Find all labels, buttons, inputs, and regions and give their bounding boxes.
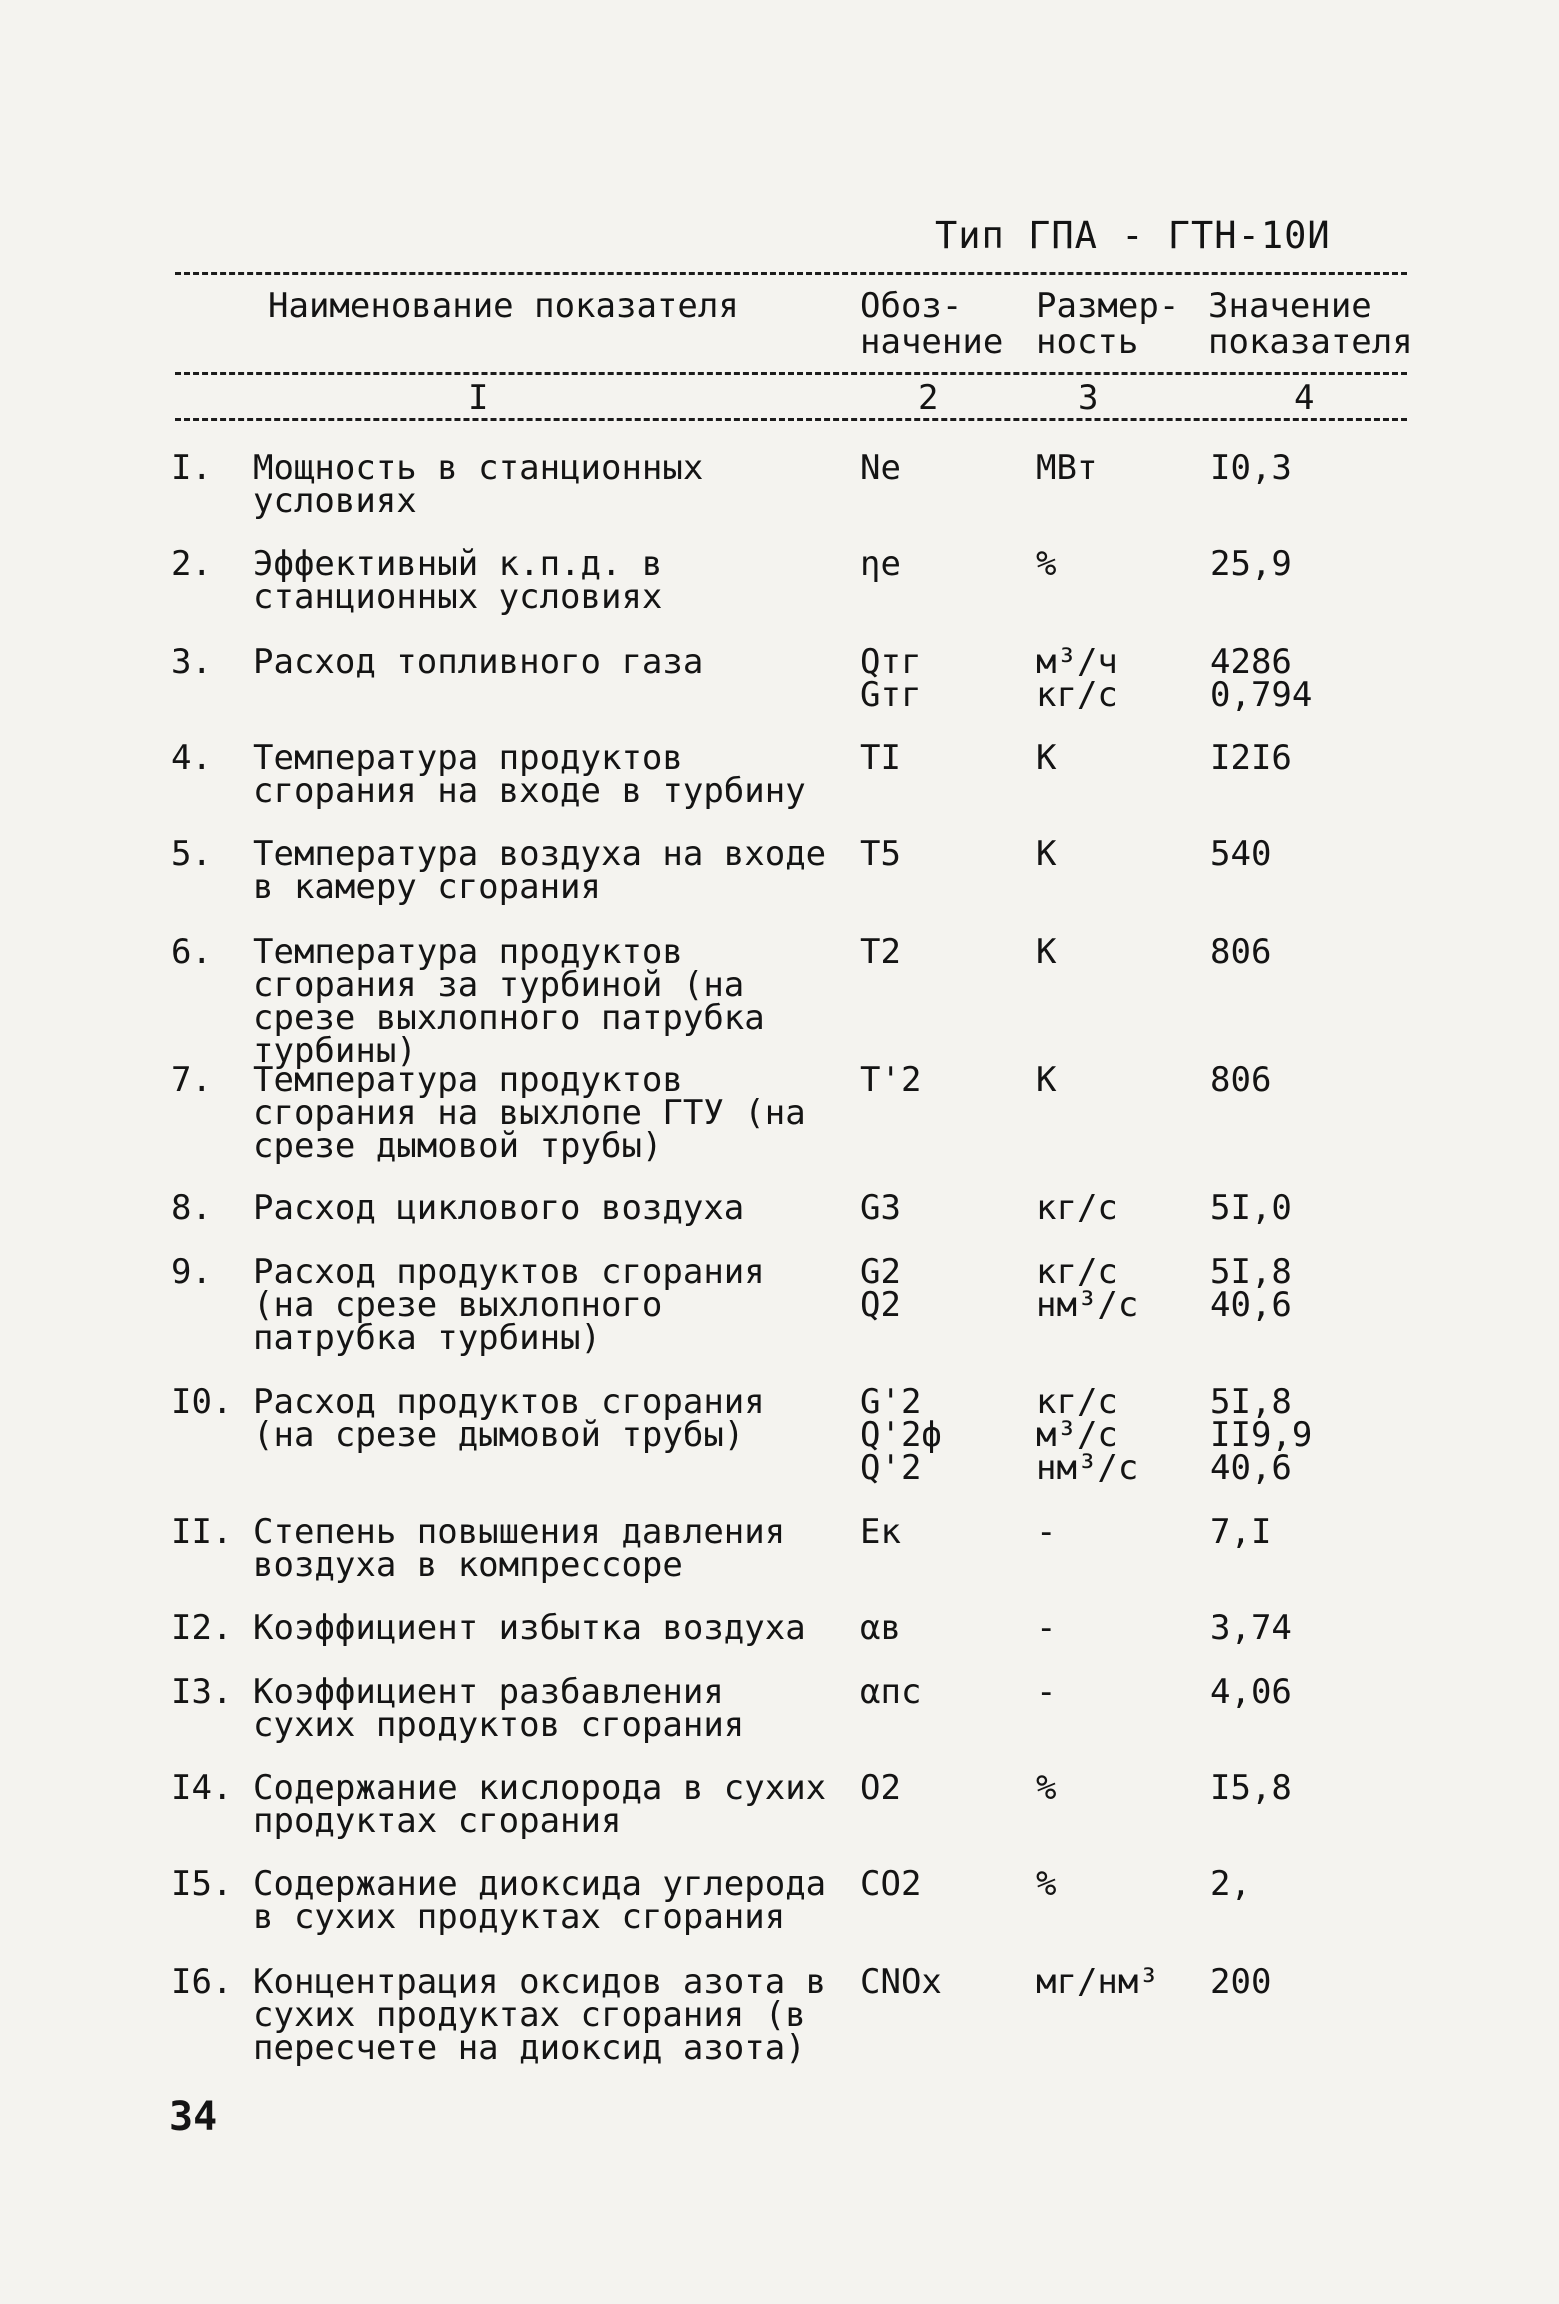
- indicator-symbol: αв: [860, 1608, 901, 1648]
- indicator-symbol-cell: [860, 1672, 1010, 1712]
- indicator-unit: кг/с: [1036, 1382, 1118, 1422]
- indicator-name: Содержание диоксида углерода в сухих продуктах сгорания: [253, 1864, 827, 1937]
- indicator-unit: %: [1036, 544, 1057, 584]
- row-number: I3.: [171, 1672, 233, 1712]
- indicator-symbol-cell: [860, 834, 1010, 874]
- indicator-value-cell: [1210, 738, 1380, 778]
- indicator-symbol: G3: [860, 1188, 901, 1228]
- indicator-unit: нм³/с: [1036, 1285, 1139, 1325]
- indicator-symbol-cell: [860, 1512, 1010, 1552]
- indicator-symbol: TI: [860, 738, 901, 778]
- indicator-symbol-cell: [860, 738, 1010, 778]
- indicator-symbol-cell: [860, 1060, 1010, 1100]
- indicator-unit-cell: [1036, 932, 1186, 972]
- indicator-value: I0,3: [1210, 448, 1292, 488]
- indicator-value: 2,: [1210, 1864, 1251, 1904]
- indicator-value: I2I6: [1210, 738, 1292, 778]
- indicator-unit: -: [1036, 1608, 1057, 1648]
- header-rule-mid: [175, 372, 1407, 375]
- row-number: 8.: [171, 1188, 212, 1228]
- indicator-value-cell: [1210, 642, 1380, 715]
- indicator-unit: м³/с: [1036, 1415, 1118, 1455]
- indicator-symbol-cell: [860, 1188, 1010, 1228]
- indicator-symbol: G2: [860, 1252, 901, 1292]
- indicator-value: 806: [1210, 1060, 1272, 1100]
- header-rule-top: [175, 272, 1407, 275]
- indicator-symbol: T2: [860, 932, 901, 972]
- indicator-symbol-cell: [860, 1962, 1010, 2002]
- indicator-value: II9,9: [1210, 1415, 1313, 1455]
- indicator-unit: нм³/с: [1036, 1448, 1139, 1488]
- indicator-name: Содержание кислорода в сухих продуктах сгорания: [253, 1768, 827, 1841]
- indicator-value-cell: [1210, 1672, 1380, 1712]
- indicator-value: 5I,8: [1210, 1382, 1292, 1422]
- indicator-value-cell: [1210, 1188, 1380, 1228]
- indicator-symbol: CNOx: [860, 1962, 942, 2002]
- indicator-unit-cell: [1036, 1864, 1186, 1904]
- indicator-symbol: Q'2ф: [860, 1415, 942, 1455]
- indicator-name: Коэффициент разбавления сухих продуктов сгорания: [253, 1672, 745, 1745]
- indicator-name: Эффективный к.п.д. в станционных условиях: [253, 544, 663, 617]
- indicator-unit-cell: [1036, 1512, 1186, 1552]
- indicator-unit: К: [1036, 932, 1057, 972]
- indicator-symbol-cell: [860, 932, 1010, 972]
- indicator-unit-cell: [1036, 642, 1186, 715]
- indicator-name: Коэффициент избытка воздуха: [253, 1608, 806, 1648]
- indicator-unit-cell: [1036, 738, 1186, 778]
- indicator-value: 540: [1210, 834, 1272, 874]
- indicator-unit-cell: [1036, 1672, 1186, 1712]
- row-number: II.: [171, 1512, 233, 1552]
- indicator-symbol-cell: [860, 642, 1010, 715]
- indicator-name: Расход продуктов сгорания (на срезе дымовой трубы): [253, 1382, 765, 1455]
- row-number: I5.: [171, 1864, 233, 1904]
- indicator-unit: МВт: [1036, 448, 1098, 488]
- indicator-symbol-cell: [860, 1608, 1010, 1648]
- indicator-symbol: Q2: [860, 1285, 901, 1325]
- indicator-unit-cell: [1036, 1382, 1186, 1488]
- indicator-unit-cell: [1036, 1608, 1186, 1648]
- indicator-unit: К: [1036, 1060, 1057, 1100]
- indicator-symbol-cell: [860, 1768, 1010, 1808]
- indicator-symbol: CO2: [860, 1864, 922, 1904]
- row-number: 2.: [171, 544, 212, 584]
- header-value-col: Значение показателя: [1208, 286, 1413, 362]
- row-number: 7.: [171, 1060, 212, 1100]
- indicator-value-cell: [1210, 1252, 1380, 1325]
- indicator-unit-cell: [1036, 834, 1186, 874]
- row-number: I2.: [171, 1608, 233, 1648]
- page-number: 34: [169, 2094, 218, 2140]
- indicator-symbol: T'2: [860, 1060, 922, 1100]
- indicator-name: Температура воздуха на входе в камеру сгорания: [253, 834, 827, 907]
- indicator-name: Мощность в станционных условиях: [253, 448, 704, 521]
- indicator-value: 4286: [1210, 642, 1292, 682]
- indicator-unit: К: [1036, 738, 1057, 778]
- column-number-1: I: [468, 378, 489, 418]
- indicator-value-cell: [1210, 1060, 1380, 1100]
- indicator-unit: кг/с: [1036, 675, 1118, 715]
- indicator-unit: %: [1036, 1768, 1057, 1808]
- indicator-name: Расход топливного газа: [253, 642, 704, 682]
- indicator-unit-cell: [1036, 448, 1186, 488]
- indicator-unit: %: [1036, 1864, 1057, 1904]
- indicator-value-cell: [1210, 1962, 1380, 2002]
- indicator-unit: кг/с: [1036, 1252, 1118, 1292]
- indicator-symbol: T5: [860, 834, 901, 874]
- column-number-3: 3: [1078, 378, 1099, 418]
- indicator-unit: м³/ч: [1036, 642, 1118, 682]
- indicator-unit-cell: [1036, 1962, 1186, 2002]
- indicator-symbol: G'2: [860, 1382, 922, 1422]
- indicator-value-cell: [1210, 1608, 1380, 1648]
- row-number: 4.: [171, 738, 212, 778]
- indicator-symbol: Q'2: [860, 1448, 922, 1488]
- indicator-value: I5,8: [1210, 1768, 1292, 1808]
- indicator-symbol: Ne: [860, 448, 901, 488]
- indicator-unit: -: [1036, 1512, 1057, 1552]
- column-number-2: 2: [918, 378, 939, 418]
- row-number: I.: [171, 448, 212, 488]
- indicator-value: 200: [1210, 1962, 1272, 2002]
- indicator-unit: -: [1036, 1672, 1057, 1712]
- indicator-unit-cell: [1036, 1060, 1186, 1100]
- header-name-col: Наименование показателя: [268, 286, 739, 326]
- indicator-unit-cell: [1036, 1188, 1186, 1228]
- row-number: 6.: [171, 932, 212, 972]
- indicator-symbol-cell: [860, 1864, 1010, 1904]
- indicator-value-cell: [1210, 1512, 1380, 1552]
- type-line: Тип ГПА - ГТН-10И: [935, 214, 1331, 257]
- indicator-unit-cell: [1036, 1768, 1186, 1808]
- indicator-name: Степень повышения давления воздуха в компрессоре: [253, 1512, 786, 1585]
- header-rule-bottom: [175, 418, 1407, 421]
- indicator-unit: К: [1036, 834, 1057, 874]
- indicator-value: 40,6: [1210, 1285, 1292, 1325]
- indicator-unit: мг/нм³: [1036, 1962, 1159, 2002]
- indicator-symbol-cell: [860, 1382, 1010, 1488]
- indicator-symbol: Eк: [860, 1512, 901, 1552]
- indicator-value-cell: [1210, 1864, 1380, 1904]
- indicator-symbol: O2: [860, 1768, 901, 1808]
- indicator-name: Расход циклового воздуха: [253, 1188, 745, 1228]
- indicator-symbol: Qтг: [860, 642, 922, 682]
- indicator-unit-cell: [1036, 1252, 1186, 1325]
- indicator-value-cell: [1210, 1768, 1380, 1808]
- row-number: 5.: [171, 834, 212, 874]
- row-number: I4.: [171, 1768, 233, 1808]
- indicator-value: 4,06: [1210, 1672, 1292, 1712]
- indicator-value-cell: [1210, 544, 1380, 584]
- indicator-symbol: Gтг: [860, 675, 922, 715]
- header-symbol-col: Обоз- начение: [860, 286, 1004, 362]
- row-number: 3.: [171, 642, 212, 682]
- indicator-symbol-cell: [860, 1252, 1010, 1325]
- indicator-unit: кг/с: [1036, 1188, 1118, 1228]
- indicator-value-cell: [1210, 1382, 1380, 1488]
- indicator-value-cell: [1210, 834, 1380, 874]
- indicator-symbol-cell: [860, 544, 1010, 584]
- indicator-name: Температура продуктов сгорания за турбиной (на срезе выхлопного патрубка турбины): [253, 932, 765, 1071]
- indicator-value: 5I,8: [1210, 1252, 1292, 1292]
- indicator-name: Температура продуктов сгорания на входе в турбину: [253, 738, 806, 811]
- row-number: I6.: [171, 1962, 233, 2002]
- indicator-unit-cell: [1036, 544, 1186, 584]
- indicator-value-cell: [1210, 448, 1380, 488]
- indicator-symbol: ηe: [860, 544, 901, 584]
- indicator-symbol: αпс: [860, 1672, 922, 1712]
- indicator-value: 40,6: [1210, 1448, 1292, 1488]
- indicator-name: Температура продуктов сгорания на выхлопе ГТУ (на срезе дымовой трубы): [253, 1060, 806, 1166]
- header-unit-col: Размер- ность: [1036, 286, 1180, 362]
- indicator-value: 25,9: [1210, 544, 1292, 584]
- indicator-name: Расход продуктов сгорания (на срезе выхлопного патрубка турбины): [253, 1252, 765, 1358]
- indicator-value: 806: [1210, 932, 1272, 972]
- indicator-value: 7,I: [1210, 1512, 1272, 1552]
- indicator-symbol-cell: [860, 448, 1010, 488]
- indicator-value: 3,74: [1210, 1608, 1292, 1648]
- indicator-value-cell: [1210, 932, 1380, 972]
- indicator-value: 0,794: [1210, 675, 1313, 715]
- row-number: 9.: [171, 1252, 212, 1292]
- row-number: I0.: [171, 1382, 233, 1422]
- indicator-name: Концентрация оксидов азота в сухих продуктах сгорания (в пересчете на диоксид азота): [253, 1962, 827, 2068]
- column-number-4: 4: [1294, 378, 1315, 418]
- indicator-value: 5I,0: [1210, 1188, 1292, 1228]
